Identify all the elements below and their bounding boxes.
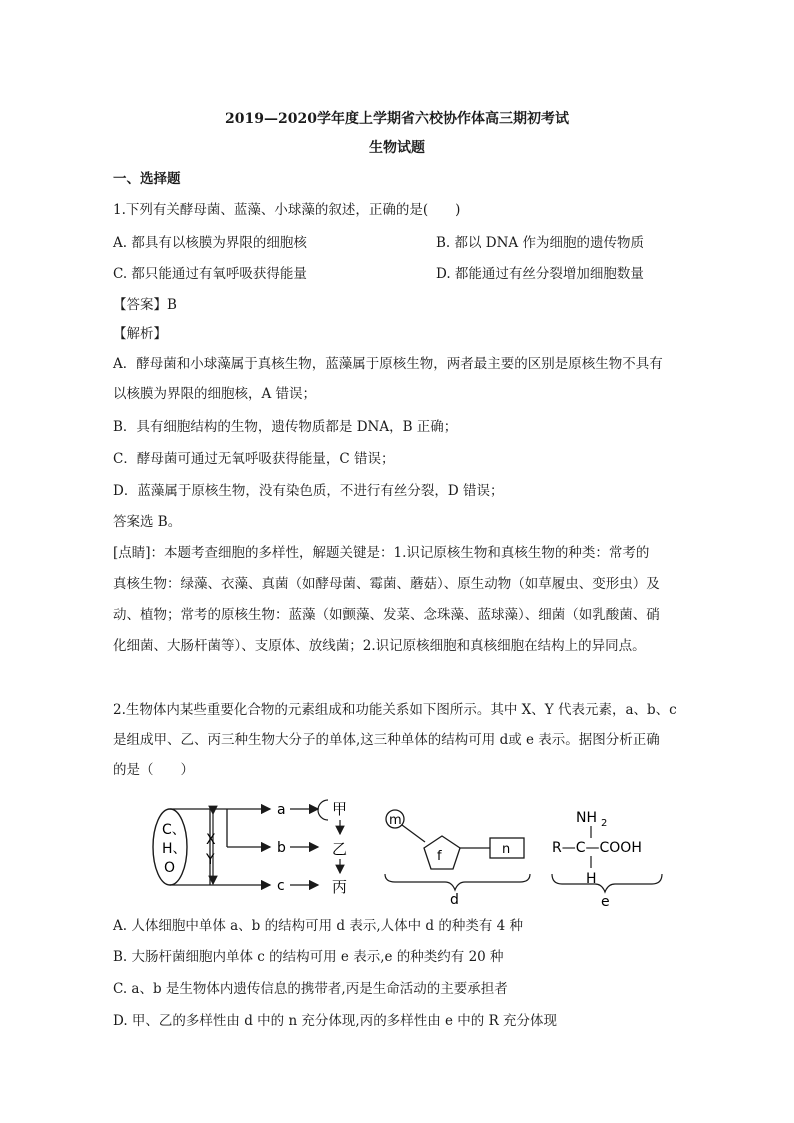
label-y: Y (206, 852, 215, 868)
q1-analysis-label: 【解析】 (113, 326, 167, 342)
compound-relationship-diagram (140, 792, 670, 912)
exam-title: 2019—2020学年度上学期省六校协作体高三期初考试 (225, 111, 569, 127)
q2-option-d: D. 甲、乙的多样性由 d 中的 n 充分体现,丙的多样性由 e 中的 R 充分体现 (113, 1013, 558, 1029)
q2-option-c: C. a、b 是生物体内遗传信息的携带者,丙是生命活动的主要承担者 (113, 981, 508, 997)
q1-analysis-line: C．酵母菌可通过无氧呼吸获得能量，C 错误； (113, 451, 395, 467)
amino-nh-subscript: 2 (601, 818, 608, 829)
element-h: H、 (162, 841, 187, 857)
q1-comment-line: 真核生物：绿藻、衣藻、真菌（如酵母菌、霉菌、蘑菇）、原生动物（如草履虫、变形虫）及 (113, 576, 660, 592)
q1-comment-line: 化细菌、大肠杆菌等）、支原体、放线菌；2.识记原核细胞和真核细胞在结构上的异同点。 (113, 638, 646, 654)
polymer-yi: 乙 (332, 840, 348, 858)
q1-answer: 【答案】B (113, 297, 177, 313)
q1-option-d: D. 都能通过有丝分裂增加细胞数量 (436, 266, 644, 282)
q1-analysis-line: 以核膜为界限的细胞核，A 错误； (113, 386, 317, 402)
label-x: X (206, 832, 216, 848)
brace-e (552, 874, 662, 892)
q2-stem-line: 2.生物体内某些重要化合物的元素组成和功能关系如下图所示。其中 X、Y 代表元素，a、b、c (113, 702, 677, 718)
element-c: C、 (162, 822, 186, 838)
label-e: e (601, 894, 610, 910)
monomer-c: c (277, 878, 285, 894)
polymer-jia: 甲 (332, 800, 348, 818)
cycle-arc-icon (318, 800, 328, 820)
monomer-b: b (277, 840, 286, 856)
q2-option-b: B. 大肠杆菌细胞内单体 c 的结构可用 e 表示,e 的种类约有 20 种 (113, 949, 504, 965)
element-o: O (164, 860, 176, 876)
pentose-pentagon (424, 836, 460, 869)
label-d: d (450, 892, 459, 908)
q1-analysis-line: 答案选 B。 (113, 514, 182, 530)
q1-analysis-line: A．酵母菌和小球藻属于真核生物，蓝藻属于原核生物，两者最主要的区别是原核生物不具有 (113, 356, 663, 372)
brace-d (385, 874, 530, 890)
section-label: 一、选择题 (113, 171, 181, 187)
amino-main-chain: R—C—COOH (552, 840, 642, 856)
q1-option-c: C. 都只能通过有氧呼吸获得能量 (113, 266, 307, 282)
q1-analysis-line: B．具有细胞结构的生物，遗传物质都是 DNA，B 正确； (113, 419, 458, 435)
q1-option-a: A. 都具有以核膜为界限的细胞核 (113, 235, 307, 251)
part-n: n (502, 842, 511, 857)
q2-option-a: A. 人体细胞中单体 a、b 的结构可用 d 表示,人体中 d 的种类有 4 种 (113, 918, 524, 934)
part-m: m (389, 813, 402, 828)
subject-title: 生物试题 (369, 140, 425, 156)
q1-analysis-line: D．蓝藻属于原核生物，没有染色质，不进行有丝分裂，D 错误； (113, 483, 504, 499)
q1-comment-line: 动、植物；常考的原核生物：蓝藻（如颤藻、发菜、念珠藻、蓝球藻）、细菌（如乳酸菌、硝 (113, 607, 660, 623)
amino-h: H (586, 871, 597, 887)
amino-nh: NH (576, 810, 597, 826)
q2-stem-line: 是组成甲、乙、丙三种生物大分子的单体,这三种单体的结构可用 d或 e 表示。据图分析正确 (113, 732, 660, 748)
q2-stem-line: 的是（ ） (113, 762, 194, 778)
q1-comment-line: [点睛]：本题考查细胞的多样性，解题关键是：1.识记原核生物和真核生物的种类：常考的 (113, 545, 650, 561)
part-f: f (437, 849, 442, 864)
q1-option-b: B. 都以 DNA 作为细胞的遗传物质 (436, 235, 644, 251)
monomer-a: a (277, 802, 286, 818)
polymer-bing: 丙 (332, 878, 348, 896)
q1-stem: 1.下列有关酵母菌、蓝藻、小球藻的叙述，正确的是( ) (113, 202, 461, 218)
